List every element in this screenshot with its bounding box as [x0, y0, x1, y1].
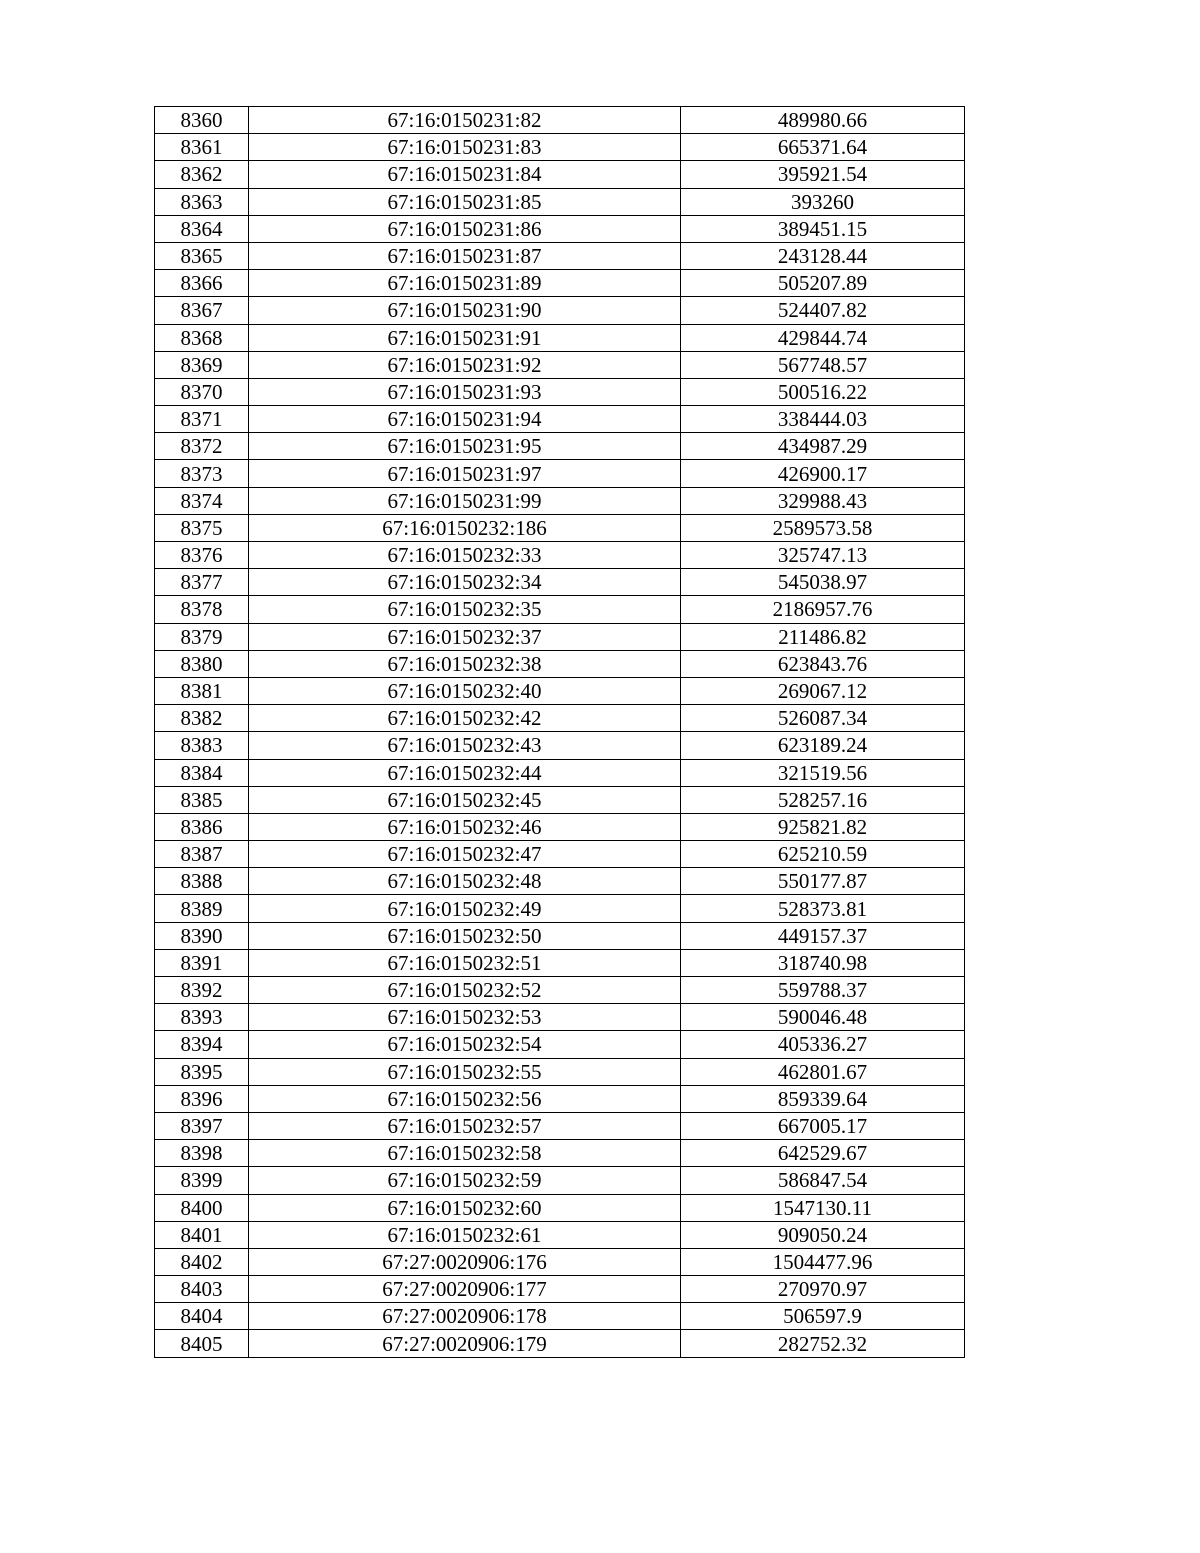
row-number-cell: 8370 [155, 378, 249, 405]
table-row [155, 677, 965, 704]
cadastral-number-cell: 67:16:0150232:61 [249, 1221, 681, 1248]
cadastral-value-cell: 389451.15 [681, 215, 965, 242]
table-row [155, 786, 965, 813]
cadastral-number-cell: 67:16:0150232:35 [249, 596, 681, 623]
cadastral-number-cell: 67:16:0150232:53 [249, 1004, 681, 1031]
table-row [155, 705, 965, 732]
table-row [155, 215, 965, 242]
table-row [155, 841, 965, 868]
cadastral-value-cell: 505207.89 [681, 270, 965, 297]
table-row [155, 732, 965, 759]
row-number-cell: 8393 [155, 1004, 249, 1031]
cadastral-value-cell: 243128.44 [681, 242, 965, 269]
cadastral-number-cell: 67:16:0150232:56 [249, 1085, 681, 1112]
table-row [155, 297, 965, 324]
row-number-cell: 8363 [155, 188, 249, 215]
cadastral-number-cell: 67:16:0150231:97 [249, 460, 681, 487]
cadastral-number-cell: 67:16:0150231:94 [249, 406, 681, 433]
row-number-cell: 8396 [155, 1085, 249, 1112]
cadastral-value-cell: 462801.67 [681, 1058, 965, 1085]
cadastral-value-cell: 270970.97 [681, 1276, 965, 1303]
cadastral-value-cell: 282752.32 [681, 1330, 965, 1357]
row-number-cell: 8395 [155, 1058, 249, 1085]
cadastral-value-cell: 269067.12 [681, 677, 965, 704]
cadastral-number-cell: 67:16:0150231:90 [249, 297, 681, 324]
table-row [155, 1248, 965, 1275]
cadastral-value-cell: 665371.64 [681, 134, 965, 161]
row-number-cell: 8405 [155, 1330, 249, 1357]
cadastral-number-cell: 67:16:0150232:38 [249, 650, 681, 677]
row-number-cell: 8373 [155, 460, 249, 487]
row-number-cell: 8390 [155, 922, 249, 949]
cadastral-number-cell: 67:16:0150231:99 [249, 487, 681, 514]
cadastral-value-cell: 429844.74 [681, 324, 965, 351]
row-number-cell: 8367 [155, 297, 249, 324]
table-row [155, 460, 965, 487]
table-row [155, 1330, 965, 1357]
table-row [155, 1112, 965, 1139]
table-row [155, 1194, 965, 1221]
cadastral-number-cell: 67:16:0150231:86 [249, 215, 681, 242]
row-number-cell: 8388 [155, 868, 249, 895]
row-number-cell: 8380 [155, 650, 249, 677]
cadastral-number-cell: 67:27:0020906:176 [249, 1248, 681, 1275]
cadastral-value-cell: 1504477.96 [681, 1248, 965, 1275]
cadastral-value-cell: 434987.29 [681, 433, 965, 460]
row-number-cell: 8399 [155, 1167, 249, 1194]
cadastral-number-cell: 67:16:0150232:37 [249, 623, 681, 650]
cadastral-value-cell: 909050.24 [681, 1221, 965, 1248]
table-row [155, 759, 965, 786]
table-row [155, 134, 965, 161]
cadastral-value-cell: 545038.97 [681, 569, 965, 596]
cadastral-number-cell: 67:16:0150232:57 [249, 1112, 681, 1139]
table-row [155, 406, 965, 433]
cadastral-value-cell: 625210.59 [681, 841, 965, 868]
table-row [155, 977, 965, 1004]
cadastral-value-cell: 567748.57 [681, 351, 965, 378]
cadastral-value-cell: 318740.98 [681, 949, 965, 976]
cadastral-number-cell: 67:16:0150232:54 [249, 1031, 681, 1058]
cadastral-number-cell: 67:27:0020906:178 [249, 1303, 681, 1330]
cadastral-number-cell: 67:16:0150232:55 [249, 1058, 681, 1085]
table-row [155, 324, 965, 351]
cadastral-number-cell: 67:16:0150232:44 [249, 759, 681, 786]
row-number-cell: 8384 [155, 759, 249, 786]
cadastral-value-cell: 506597.9 [681, 1303, 965, 1330]
cadastral-number-cell: 67:16:0150232:46 [249, 813, 681, 840]
row-number-cell: 8404 [155, 1303, 249, 1330]
cadastral-number-cell: 67:16:0150232:33 [249, 542, 681, 569]
cadastral-number-cell: 67:16:0150232:52 [249, 977, 681, 1004]
table-row [155, 242, 965, 269]
row-number-cell: 8401 [155, 1221, 249, 1248]
cadastral-value-cell: 586847.54 [681, 1167, 965, 1194]
row-number-cell: 8386 [155, 813, 249, 840]
table-row [155, 1031, 965, 1058]
row-number-cell: 8372 [155, 433, 249, 460]
row-number-cell: 8387 [155, 841, 249, 868]
table-row [155, 270, 965, 297]
cadastral-number-cell: 67:16:0150232:186 [249, 514, 681, 541]
cadastral-number-cell: 67:16:0150232:59 [249, 1167, 681, 1194]
table-row [155, 623, 965, 650]
cadastral-number-cell: 67:16:0150232:43 [249, 732, 681, 759]
table-row [155, 1085, 965, 1112]
row-number-cell: 8381 [155, 677, 249, 704]
cadastral-value-table [154, 106, 965, 1358]
cadastral-number-cell: 67:16:0150231:95 [249, 433, 681, 460]
table-row [155, 378, 965, 405]
cadastral-value-cell: 393260 [681, 188, 965, 215]
row-number-cell: 8389 [155, 895, 249, 922]
cadastral-value-cell: 528373.81 [681, 895, 965, 922]
row-number-cell: 8402 [155, 1248, 249, 1275]
table-body [155, 107, 965, 1358]
cadastral-number-cell: 67:16:0150231:84 [249, 161, 681, 188]
row-number-cell: 8379 [155, 623, 249, 650]
cadastral-value-cell: 329988.43 [681, 487, 965, 514]
row-number-cell: 8394 [155, 1031, 249, 1058]
cadastral-number-cell: 67:16:0150232:34 [249, 569, 681, 596]
cadastral-number-cell: 67:27:0020906:177 [249, 1276, 681, 1303]
cadastral-value-cell: 211486.82 [681, 623, 965, 650]
cadastral-number-cell: 67:16:0150232:60 [249, 1194, 681, 1221]
cadastral-number-cell: 67:27:0020906:179 [249, 1330, 681, 1357]
table-row [155, 188, 965, 215]
table-row [155, 1140, 965, 1167]
table-row [155, 1167, 965, 1194]
table-row [155, 650, 965, 677]
cadastral-value-cell: 524407.82 [681, 297, 965, 324]
row-number-cell: 8374 [155, 487, 249, 514]
cadastral-number-cell: 67:16:0150231:83 [249, 134, 681, 161]
cadastral-value-cell: 321519.56 [681, 759, 965, 786]
row-number-cell: 8403 [155, 1276, 249, 1303]
cadastral-number-cell: 67:16:0150232:58 [249, 1140, 681, 1167]
cadastral-value-cell: 667005.17 [681, 1112, 965, 1139]
cadastral-value-cell: 559788.37 [681, 977, 965, 1004]
cadastral-value-cell: 528257.16 [681, 786, 965, 813]
cadastral-value-cell: 338444.03 [681, 406, 965, 433]
table-row [155, 487, 965, 514]
cadastral-number-cell: 67:16:0150231:85 [249, 188, 681, 215]
table-row [155, 922, 965, 949]
table-row [155, 351, 965, 378]
table-row [155, 596, 965, 623]
table-row [155, 1058, 965, 1085]
cadastral-value-cell: 449157.37 [681, 922, 965, 949]
cadastral-number-cell: 67:16:0150232:51 [249, 949, 681, 976]
cadastral-number-cell: 67:16:0150231:87 [249, 242, 681, 269]
cadastral-value-cell: 526087.34 [681, 705, 965, 732]
cadastral-number-cell: 67:16:0150232:48 [249, 868, 681, 895]
table-row [155, 433, 965, 460]
row-number-cell: 8368 [155, 324, 249, 351]
cadastral-value-cell: 550177.87 [681, 868, 965, 895]
cadastral-number-cell: 67:16:0150231:93 [249, 378, 681, 405]
table-row [155, 514, 965, 541]
row-number-cell: 8376 [155, 542, 249, 569]
row-number-cell: 8365 [155, 242, 249, 269]
cadastral-value-cell: 623189.24 [681, 732, 965, 759]
row-number-cell: 8382 [155, 705, 249, 732]
row-number-cell: 8366 [155, 270, 249, 297]
row-number-cell: 8362 [155, 161, 249, 188]
cadastral-number-cell: 67:16:0150232:49 [249, 895, 681, 922]
row-number-cell: 8360 [155, 107, 249, 134]
cadastral-value-cell: 925821.82 [681, 813, 965, 840]
cadastral-number-cell: 67:16:0150231:89 [249, 270, 681, 297]
cadastral-value-cell: 405336.27 [681, 1031, 965, 1058]
row-number-cell: 8364 [155, 215, 249, 242]
row-number-cell: 8377 [155, 569, 249, 596]
cadastral-value-cell: 426900.17 [681, 460, 965, 487]
table-row [155, 569, 965, 596]
table-row [155, 1276, 965, 1303]
row-number-cell: 8391 [155, 949, 249, 976]
cadastral-number-cell: 67:16:0150232:47 [249, 841, 681, 868]
table-row [155, 1004, 965, 1031]
row-number-cell: 8385 [155, 786, 249, 813]
table-row [155, 813, 965, 840]
row-number-cell: 8369 [155, 351, 249, 378]
row-number-cell: 8397 [155, 1112, 249, 1139]
row-number-cell: 8383 [155, 732, 249, 759]
cadastral-number-cell: 67:16:0150231:91 [249, 324, 681, 351]
table-row [155, 542, 965, 569]
row-number-cell: 8378 [155, 596, 249, 623]
table-row [155, 1303, 965, 1330]
cadastral-value-cell: 642529.67 [681, 1140, 965, 1167]
cadastral-value-cell: 395921.54 [681, 161, 965, 188]
table-row [155, 1221, 965, 1248]
cadastral-number-cell: 67:16:0150232:42 [249, 705, 681, 732]
cadastral-value-cell: 590046.48 [681, 1004, 965, 1031]
cadastral-number-cell: 67:16:0150232:45 [249, 786, 681, 813]
cadastral-value-cell: 623843.76 [681, 650, 965, 677]
table-row [155, 949, 965, 976]
table-row [155, 161, 965, 188]
cadastral-value-cell: 1547130.11 [681, 1194, 965, 1221]
cadastral-value-cell: 325747.13 [681, 542, 965, 569]
cadastral-value-cell: 489980.66 [681, 107, 965, 134]
cadastral-number-cell: 67:16:0150232:40 [249, 677, 681, 704]
row-number-cell: 8371 [155, 406, 249, 433]
cadastral-value-cell: 859339.64 [681, 1085, 965, 1112]
cadastral-value-cell: 500516.22 [681, 378, 965, 405]
row-number-cell: 8400 [155, 1194, 249, 1221]
cadastral-number-cell: 67:16:0150231:82 [249, 107, 681, 134]
cadastral-number-cell: 67:16:0150232:50 [249, 922, 681, 949]
cadastral-value-cell: 2186957.76 [681, 596, 965, 623]
row-number-cell: 8398 [155, 1140, 249, 1167]
row-number-cell: 8361 [155, 134, 249, 161]
row-number-cell: 8375 [155, 514, 249, 541]
table-row [155, 107, 965, 134]
cadastral-number-cell: 67:16:0150231:92 [249, 351, 681, 378]
table-row [155, 868, 965, 895]
row-number-cell: 8392 [155, 977, 249, 1004]
table-row [155, 895, 965, 922]
cadastral-value-cell: 2589573.58 [681, 514, 965, 541]
